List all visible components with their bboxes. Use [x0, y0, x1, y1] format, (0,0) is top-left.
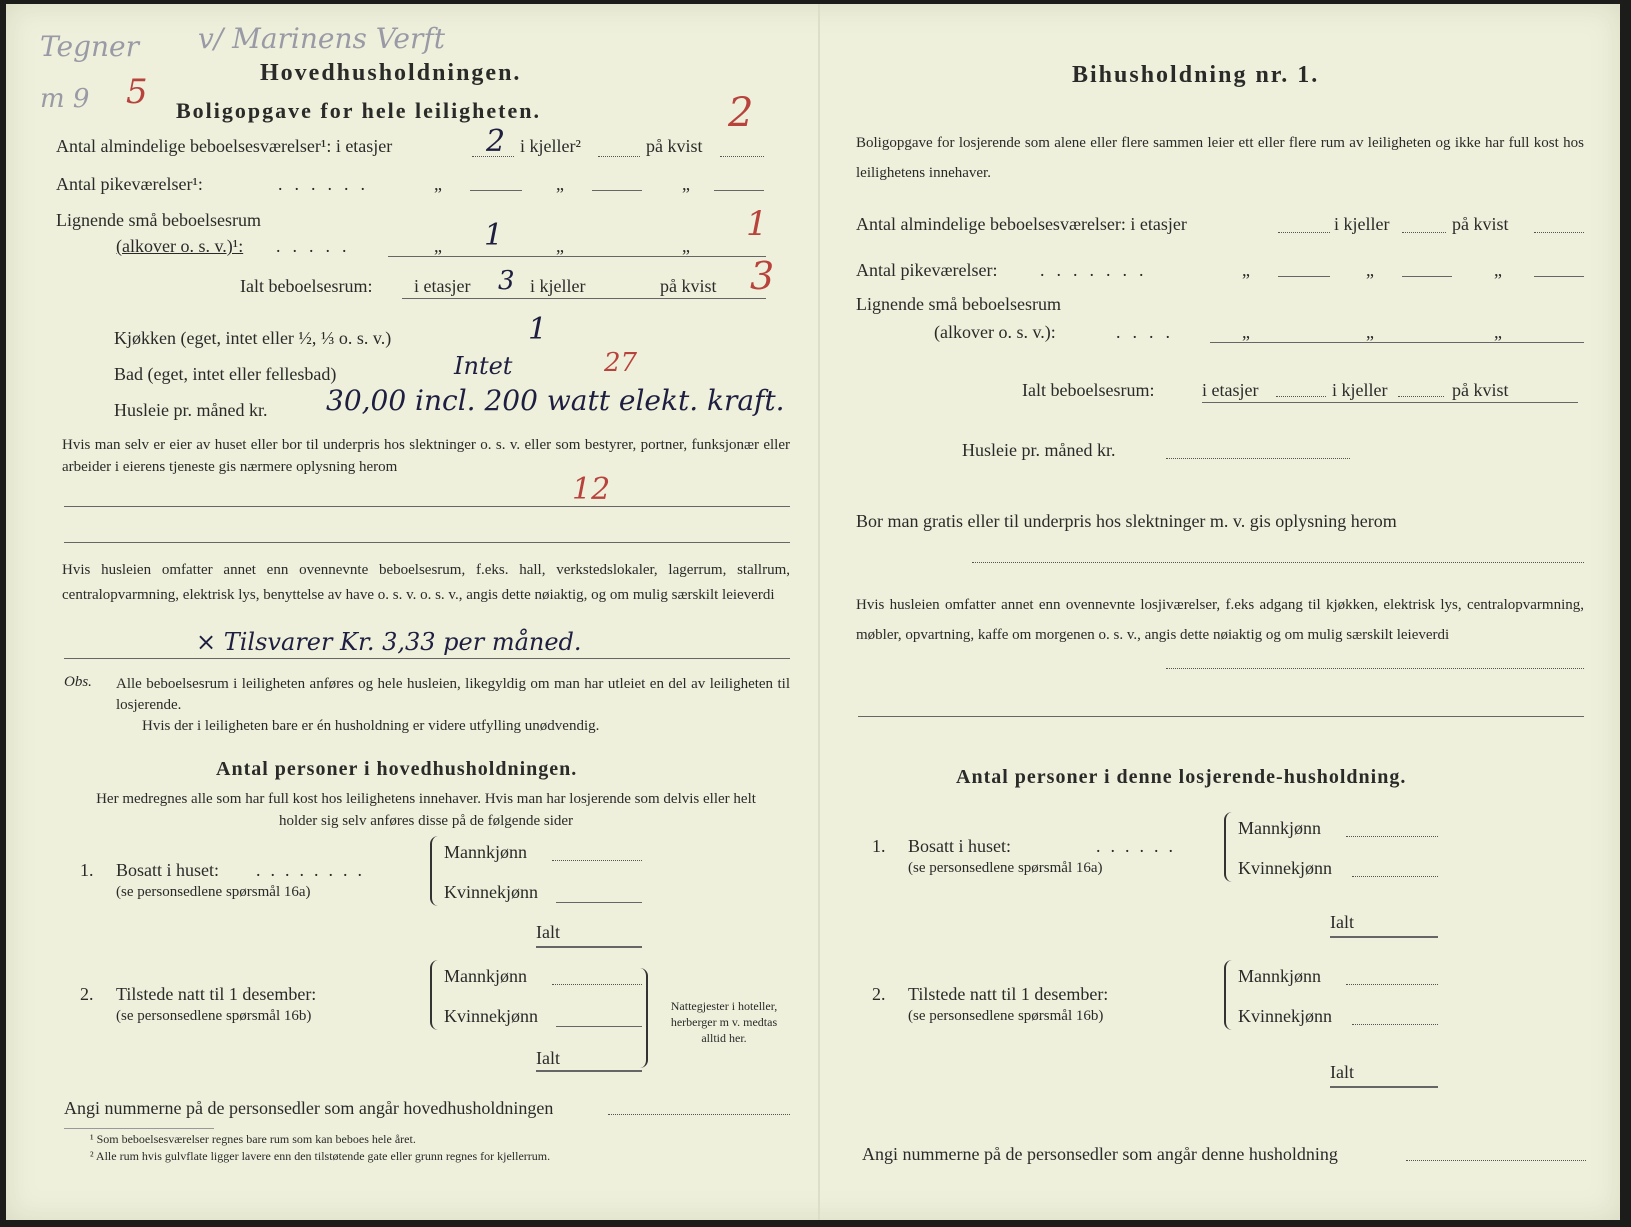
value-attic-red: 2: [728, 90, 754, 136]
label-total-rooms-lodger: Ialt beboelsesrum:: [1022, 380, 1155, 400]
label-total-rooms: Ialt beboelsesrum:: [240, 276, 373, 296]
q1-male-field: [552, 860, 642, 861]
leader-dots: .....: [276, 236, 359, 256]
obs-label: Obs.: [64, 674, 92, 690]
owner-info-line-2: [64, 542, 790, 543]
value-bath-red: 27: [604, 348, 638, 378]
label-kitchen: Kjøkken (eget, intet eller ½, ⅓ o. s. v.): [114, 328, 392, 348]
field-maid-basement: [592, 190, 642, 191]
q1-number-lodger: 1.: [872, 836, 886, 856]
lodger-rent-includes: Hvis husleien omfatter annet enn ovennevnte losjiværelser, f.eks adgang til kjøkken, elektrisk lys, centralopvarmning, møbler, opvartning, kaffe om morgenen o. s. v., angis dette nøiaktig og om mulig særskilt leieverdi: [856, 597, 1584, 643]
lodger-alcove-line: [1210, 342, 1584, 343]
page-title-sub-household: Bihusholdning nr. 1.: [1072, 62, 1320, 88]
lodger-maid-attic: [1534, 276, 1584, 277]
persons-lodger-title: Antal personer i denne losjerende-husholdning.: [956, 766, 1407, 788]
label-floors: i etasjer: [414, 276, 471, 296]
rent-includes-instructions: Hvis husleien omfatter annet enn ovennevnte beboelsesrum, f.eks. hall, verkstedslokaler, lagerrum, stallrum, centralopvarmning, elektrisk lys, benyttelse av have o. s. v. o. s. v., angis dette nøiaktig, og om mulig særskilt leieverdi: [62, 562, 790, 603]
value-owner-red: 12: [572, 472, 611, 507]
value-kitchen: 1: [528, 312, 548, 347]
field-maid-attic: [714, 190, 764, 191]
q1-number: 1.: [80, 860, 94, 880]
label-floors: i etasjer: [1202, 380, 1259, 400]
label-ordinary-rooms-lodger: Antal almindelige beboelsesværelser: i etasjer: [856, 214, 1187, 234]
label-basement: i kjeller²: [520, 136, 581, 156]
lodger-total-floors: [1276, 396, 1326, 397]
q1-total-label-lodger: Ialt: [1330, 912, 1354, 932]
lodger-rent-includes-line: [858, 716, 1584, 717]
lodger-attic-field: [1534, 232, 1584, 233]
obs-text: Alle beboelsesrum i leiligheten anføres og hele husleien, likegyldig om man har utleiet en del av leiligheten til losjerende.: [116, 676, 790, 713]
lodger-maid-floors: [1278, 276, 1330, 277]
q2-male-label-lodger: Mannkjønn: [1238, 966, 1321, 986]
label-bath: Bad (eget, intet eller fellesbad): [114, 364, 337, 384]
q2-female-label: Kvinnekjønn: [444, 1006, 538, 1026]
q2-male-label: Mannkjønn: [444, 966, 527, 986]
q1-note-lodger: (se personsedlene spørsmål 16a): [908, 860, 1103, 876]
label-basement: i kjeller: [530, 276, 586, 296]
label-basement: i kjeller: [1334, 214, 1390, 234]
footnote-2: ² Alle rum hvis gulvflate ligger lavere enn den tilstøtende gate eller grunn regnes for kjellerrum.: [90, 1149, 551, 1163]
free-housing-field: [972, 562, 1584, 563]
label-attic: på kvist: [660, 276, 717, 296]
value-floors: 2: [486, 124, 506, 159]
page-title-main-household: Hovedhusholdningen.: [260, 60, 522, 86]
value-rent-equivalent: × Tilsvarer Kr. 3,33 per måned.: [196, 628, 582, 656]
q1-male-label: Mannkjønn: [444, 842, 527, 862]
numbers-field-lodger: [1406, 1160, 1586, 1161]
q1-note: (se personsedlene spørsmål 16a): [116, 884, 311, 900]
ditto-mark: „: [556, 236, 564, 256]
label-rent: Husleie pr. måned kr.: [114, 400, 268, 420]
field-attic-line: [720, 156, 764, 157]
handwritten-red-number: 5: [126, 72, 148, 112]
label-alcoves-lodger: (alkover o. s. v.):: [934, 322, 1056, 342]
q2-female-field: [556, 1026, 642, 1027]
census-form-sheet: [6, 4, 1620, 1220]
guests-note: Nattegjester i hoteller, herberger m v. medtas alltid her.: [670, 999, 778, 1045]
lodger-rent-includes-field: [1166, 668, 1584, 669]
label-attic: på kvist: [646, 136, 703, 156]
q2-total-label-lodger: Ialt: [1330, 1062, 1354, 1082]
numbers-field: [608, 1114, 790, 1115]
lodger-rent-field: [1166, 458, 1350, 459]
q1-label: Bosatt i huset:: [116, 860, 219, 880]
q1-label-lodger: Bosatt i huset:: [908, 836, 1011, 856]
owner-info-line: [64, 506, 790, 507]
free-housing-question: Bor man gratis eller til underpris hos slektninger m. v. gis oplysning herom: [856, 511, 1397, 531]
q1-total-label: Ialt: [536, 922, 560, 942]
ditto-mark: „: [1366, 260, 1374, 280]
footnote-1: ¹ Som beboelsesværelser regnes bare rum som kan beboes hele året.: [90, 1132, 416, 1146]
value-rent: 30,00 incl. 200 watt elekt. kraft.: [326, 384, 785, 417]
q2-brace: [430, 960, 440, 1030]
value-alcove-floors: 1: [484, 218, 504, 253]
label-maid-rooms-lodger: Antal pikeværelser:: [856, 260, 998, 280]
q2-total-field: [536, 1070, 642, 1072]
persons-main-title: Antal personer i hovedhusholdningen.: [216, 758, 578, 780]
ditto-mark: „: [434, 174, 442, 194]
label-attic: på kvist: [1452, 214, 1509, 234]
lodger-total-basement: [1398, 396, 1444, 397]
leader-dots: ......: [1096, 836, 1183, 856]
q2-total-field-lodger: [1330, 1086, 1438, 1088]
q1-brace: [430, 836, 440, 906]
ditto-mark: „: [1242, 260, 1250, 280]
q2-total-label: Ialt: [536, 1048, 560, 1068]
total-row-line: [402, 298, 766, 299]
q1-brace-lodger: [1224, 812, 1234, 882]
q2-male-field: [552, 984, 642, 985]
lodger-intro: Boligopgave for losjerende som alene eller flere sammen leier ett eller flere rum av leiligheten og ikke har full kost hos leilighetens innehaver.: [856, 135, 1584, 181]
owner-instructions: Hvis man selv er eier av huset eller bor til underpris hos slektninger o. s. v. eller som bestyrer, portner, funksjonær eller arbeider i eierens tjeneste gis nærmere oplysning herom: [62, 437, 790, 475]
handwritten-occupation: Tegner: [40, 30, 139, 63]
ditto-mark: „: [556, 174, 564, 194]
field-basement-line: [598, 156, 640, 157]
q2-label-lodger: Tilstede natt til 1 desember:: [908, 984, 1109, 1004]
q1-total-field: [536, 946, 642, 948]
ditto-mark: „: [682, 174, 690, 194]
q1-female-label-lodger: Kvinnekjønn: [1238, 858, 1332, 878]
persons-main-text: Her medregnes alle som har full kost hos leilighetens innehaver. Hvis man har losjerende som delvis eller helt holder sig selv anføres disse på de følgende sider: [96, 791, 756, 829]
q2-number-lodger: 2.: [872, 984, 886, 1004]
leader-dots: ......: [278, 174, 377, 194]
label-similar-rooms: Lignende små beboelsesrum: [56, 210, 261, 230]
q2-female-field-lodger: [1352, 1024, 1438, 1025]
ditto-mark: „: [1366, 322, 1374, 342]
value-bath: Intet: [454, 352, 513, 380]
ditto-mark: „: [434, 236, 442, 256]
label-similar-rooms-lodger: Lignende små beboelsesrum: [856, 294, 1061, 314]
label-attic: på kvist: [1452, 380, 1509, 400]
q1-male-label-lodger: Mannkjønn: [1238, 818, 1321, 838]
label-ordinary-rooms: Antal almindelige beboelsesværelser¹: i etasjer: [56, 136, 393, 156]
handwritten-note: m 9: [40, 84, 90, 114]
q2-female-label-lodger: Kvinnekjønn: [1238, 1006, 1332, 1026]
lodger-total-line: [1202, 402, 1578, 403]
q1-total-field-lodger: [1330, 936, 1438, 938]
leader-dots: ........: [256, 860, 372, 880]
guests-brace: [638, 968, 648, 1068]
obs-single-household: Hvis der i leiligheten bare er én husholdning er videre utfylling unødvendig.: [142, 718, 600, 734]
label-maid-rooms: Antal pikeværelser¹:: [56, 174, 203, 194]
leader-dots: ....: [1116, 322, 1182, 342]
q2-note-lodger: (se personsedlene spørsmål 16b): [908, 1008, 1104, 1024]
ditto-mark: „: [1242, 322, 1250, 342]
leader-dots: .......: [1040, 260, 1156, 280]
value-total-attic-red: 3: [750, 254, 775, 298]
page-fold: [818, 4, 820, 1220]
q1-female-field: [556, 902, 642, 903]
q1-female-field-lodger: [1352, 876, 1438, 877]
ditto-mark: „: [1494, 260, 1502, 280]
field-maid-floors: [470, 190, 522, 191]
value-alcove-attic-red: 1: [746, 204, 768, 244]
lodger-maid-basement: [1402, 276, 1452, 277]
q2-male-field-lodger: [1346, 984, 1438, 985]
value-total-floors: 3: [498, 266, 515, 296]
lodger-floors-field: [1278, 232, 1330, 233]
handwritten-employer: v/ Marinens Verft: [198, 22, 445, 55]
numbers-instruction: Angi nummerne på de personsedler som angår hovedhusholdningen: [64, 1098, 554, 1118]
lodger-basement-field: [1402, 232, 1446, 233]
q2-label: Tilstede natt til 1 desember:: [116, 984, 317, 1004]
alcove-row-line: [388, 256, 766, 257]
q2-number: 2.: [80, 984, 94, 1004]
q1-female-label: Kvinnekjønn: [444, 882, 538, 902]
ditto-mark: „: [1494, 322, 1502, 342]
numbers-instruction-lodger: Angi nummerne på de personsedler som angår denne husholdning: [862, 1144, 1338, 1164]
label-basement: i kjeller: [1332, 380, 1388, 400]
rent-includes-line: [64, 658, 790, 659]
label-alcoves: (alkover o. s. v.)¹:: [116, 236, 244, 256]
q2-brace-lodger: [1224, 960, 1234, 1030]
subtitle-housing-report: Boligopgave for hele leiligheten.: [176, 98, 542, 123]
q1-male-field-lodger: [1346, 836, 1438, 837]
q2-note: (se personsedlene spørsmål 16b): [116, 1008, 312, 1024]
footnote-rule: [64, 1128, 214, 1129]
ditto-mark: „: [682, 236, 690, 256]
label-rent-lodger: Husleie pr. måned kr.: [962, 440, 1116, 460]
